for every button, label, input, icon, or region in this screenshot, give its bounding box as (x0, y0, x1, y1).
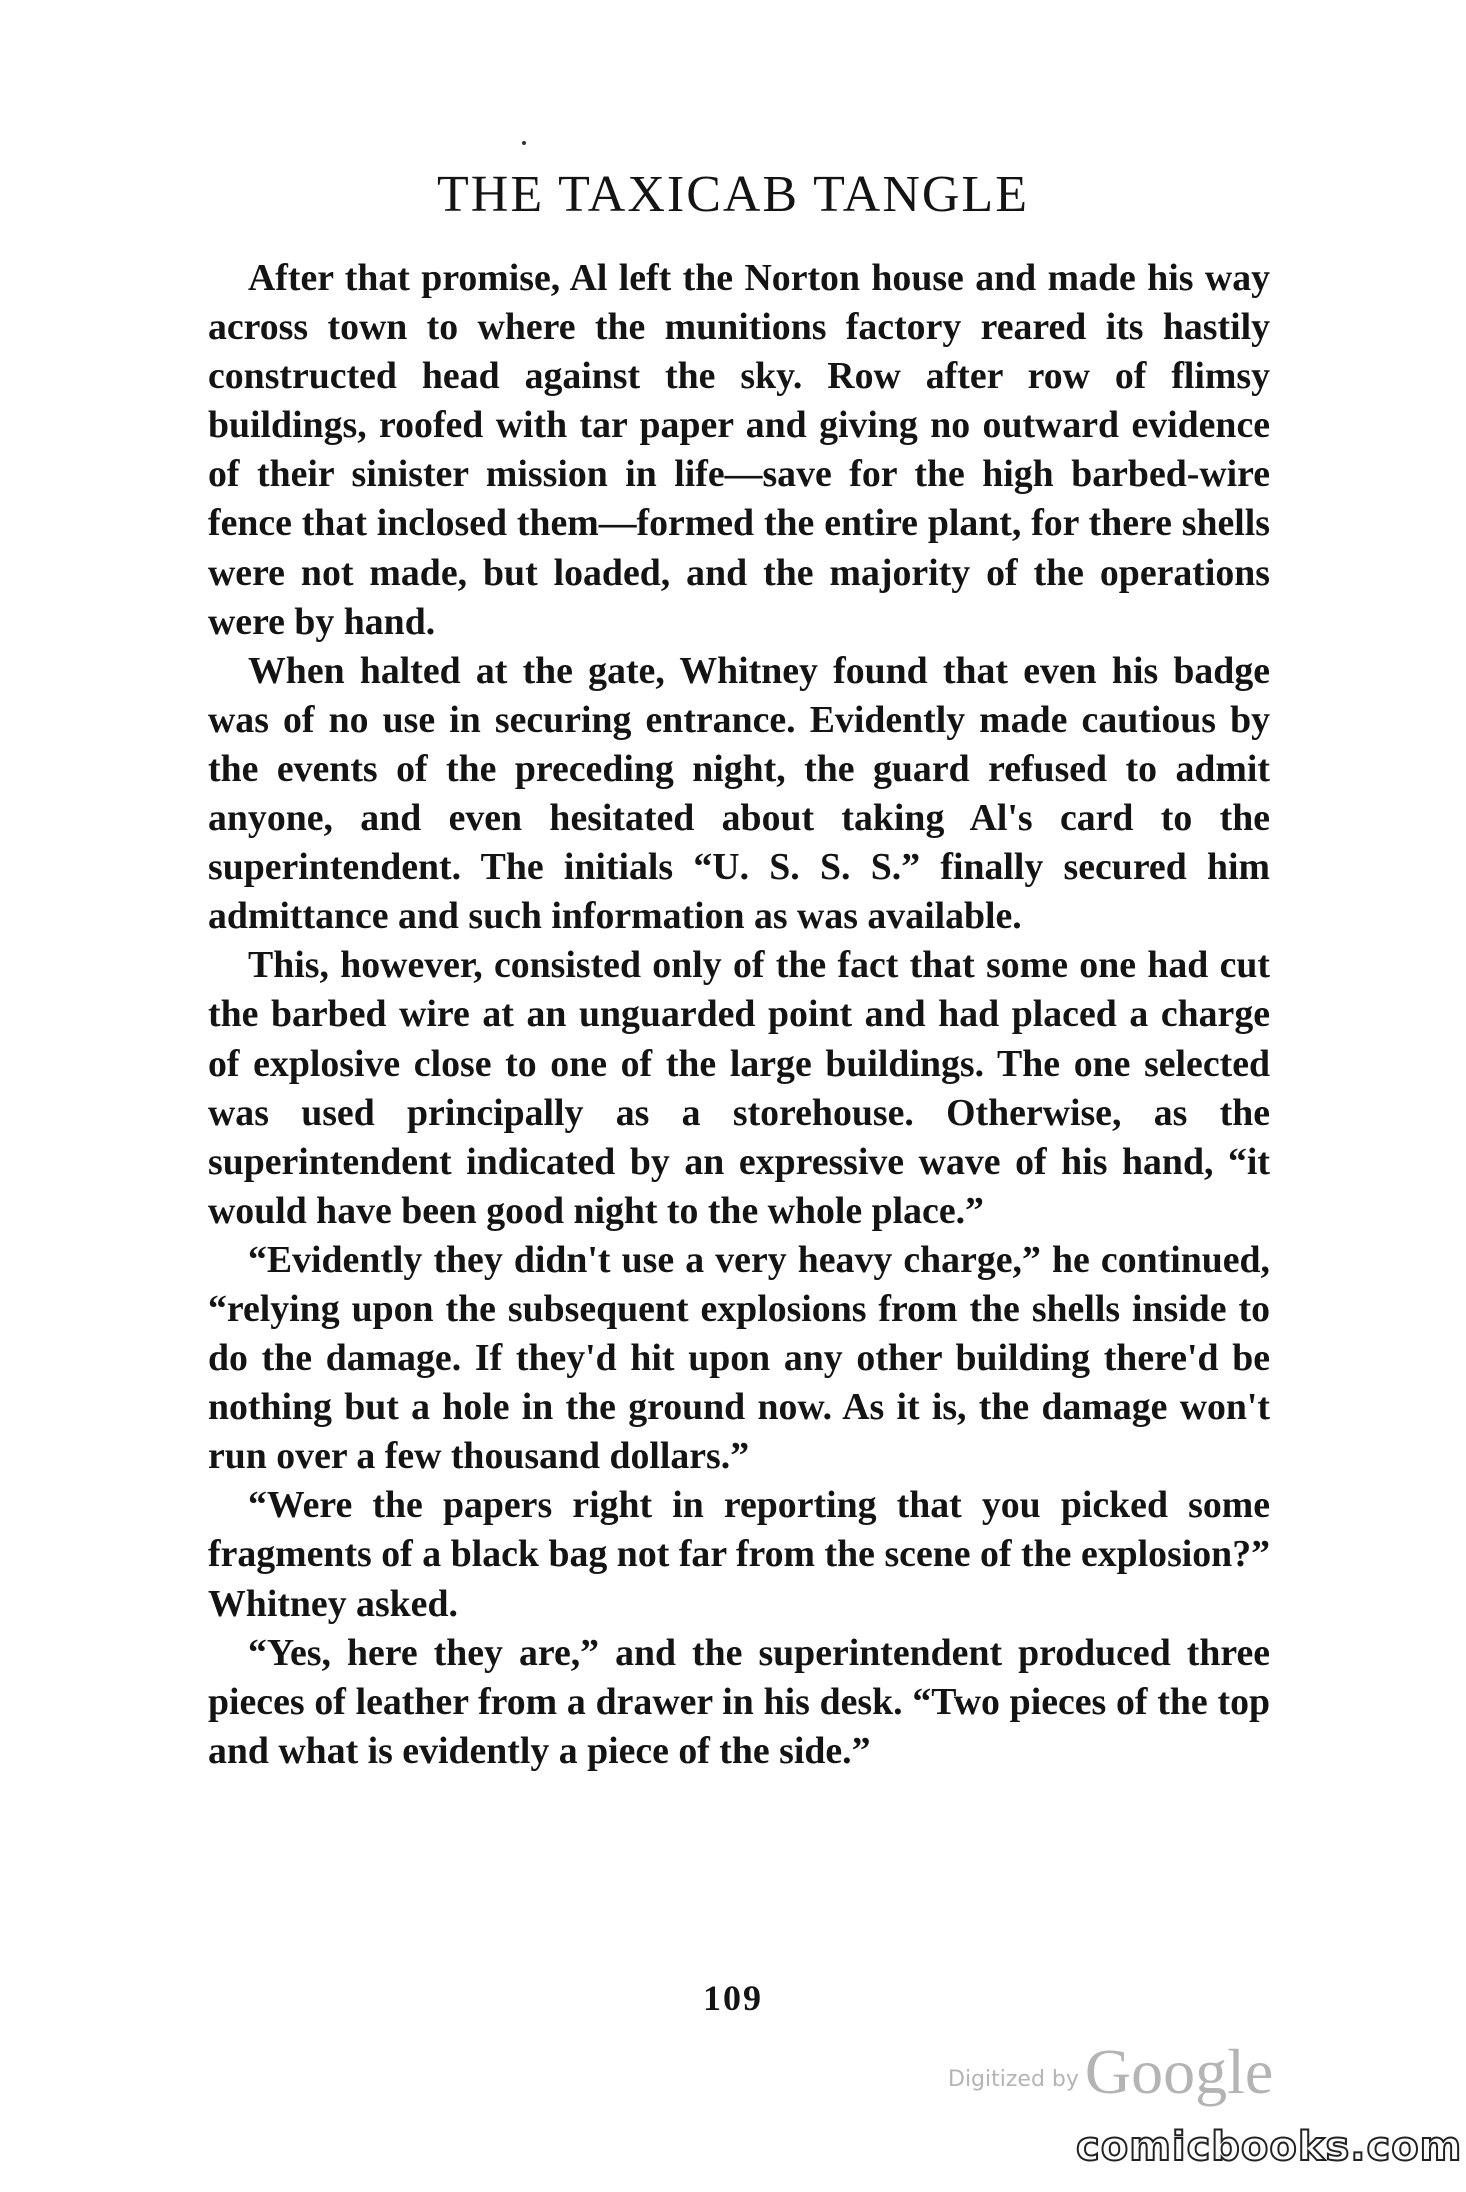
paragraph: “Yes, here they are,” and the superintendent produced three pieces of leather from a drawer in his desk. “Two pieces of the top and what is evidently a piece of the side.” (208, 1631, 1270, 1772)
site-watermark: comicbooks.com (1076, 2124, 1463, 2170)
body-text (208, 254, 1270, 1776)
digitized-by-label: Digitized by (948, 2067, 1079, 2092)
paragraph: “Evidently they didn't use a very heavy charge,” he continued, “relying upon the subsequent explosions from the shells inside to do the damage. If they'd hit upon any other building there'd be nothing but a hole in the ground now. As it is, the damage won't run over a few thousand dollars.” (208, 1238, 1270, 1478)
paragraph: This, however, consisted only of the fact that some one had cut the barbed wire at an unguarded point and had placed a charge of explosive close to one of the large buildings. The one selected was used principally as a storehouse. Otherwise, as the superintendent indicated by an expressive wave of his hand, “it would have been good night to the whole place.” (208, 944, 1270, 1232)
paragraph: After that promise, Al left the Norton house and made his way across town to where the munitions factory reared its hastily constructed head against the sky. Row after row of flimsy buildings, roofed with tar paper and giving no outward evidence of their sinister mission in life—save for the high barbed-wire fence that inclosed them—formed the entire plant, for there shells were not made, but loaded, and the majority of the operations were by hand. (208, 257, 1270, 643)
google-logo: Google (1084, 2036, 1274, 2107)
page-number: 109 (703, 1978, 763, 2018)
digitized-by-google (948, 2028, 1274, 2107)
paragraph: “Were the papers right in reporting that you picked some fragments of a black bag not far from the scene of the explosion?” Whitney asked. (208, 1484, 1270, 1625)
ink-speck (522, 141, 526, 145)
paragraph: When halted at the gate, Whitney found that even his badge was of no use in securing entrance. Evidently made cautious by the events of the preceding night, the guard refused to admit anyone, and even hesitated about taking Al's card to the superintendent. The initials “U. S. S. S.” finally secured him admittance and such information as was available. (208, 649, 1270, 938)
running-head: THE TAXICAB TANGLE (437, 166, 1029, 223)
